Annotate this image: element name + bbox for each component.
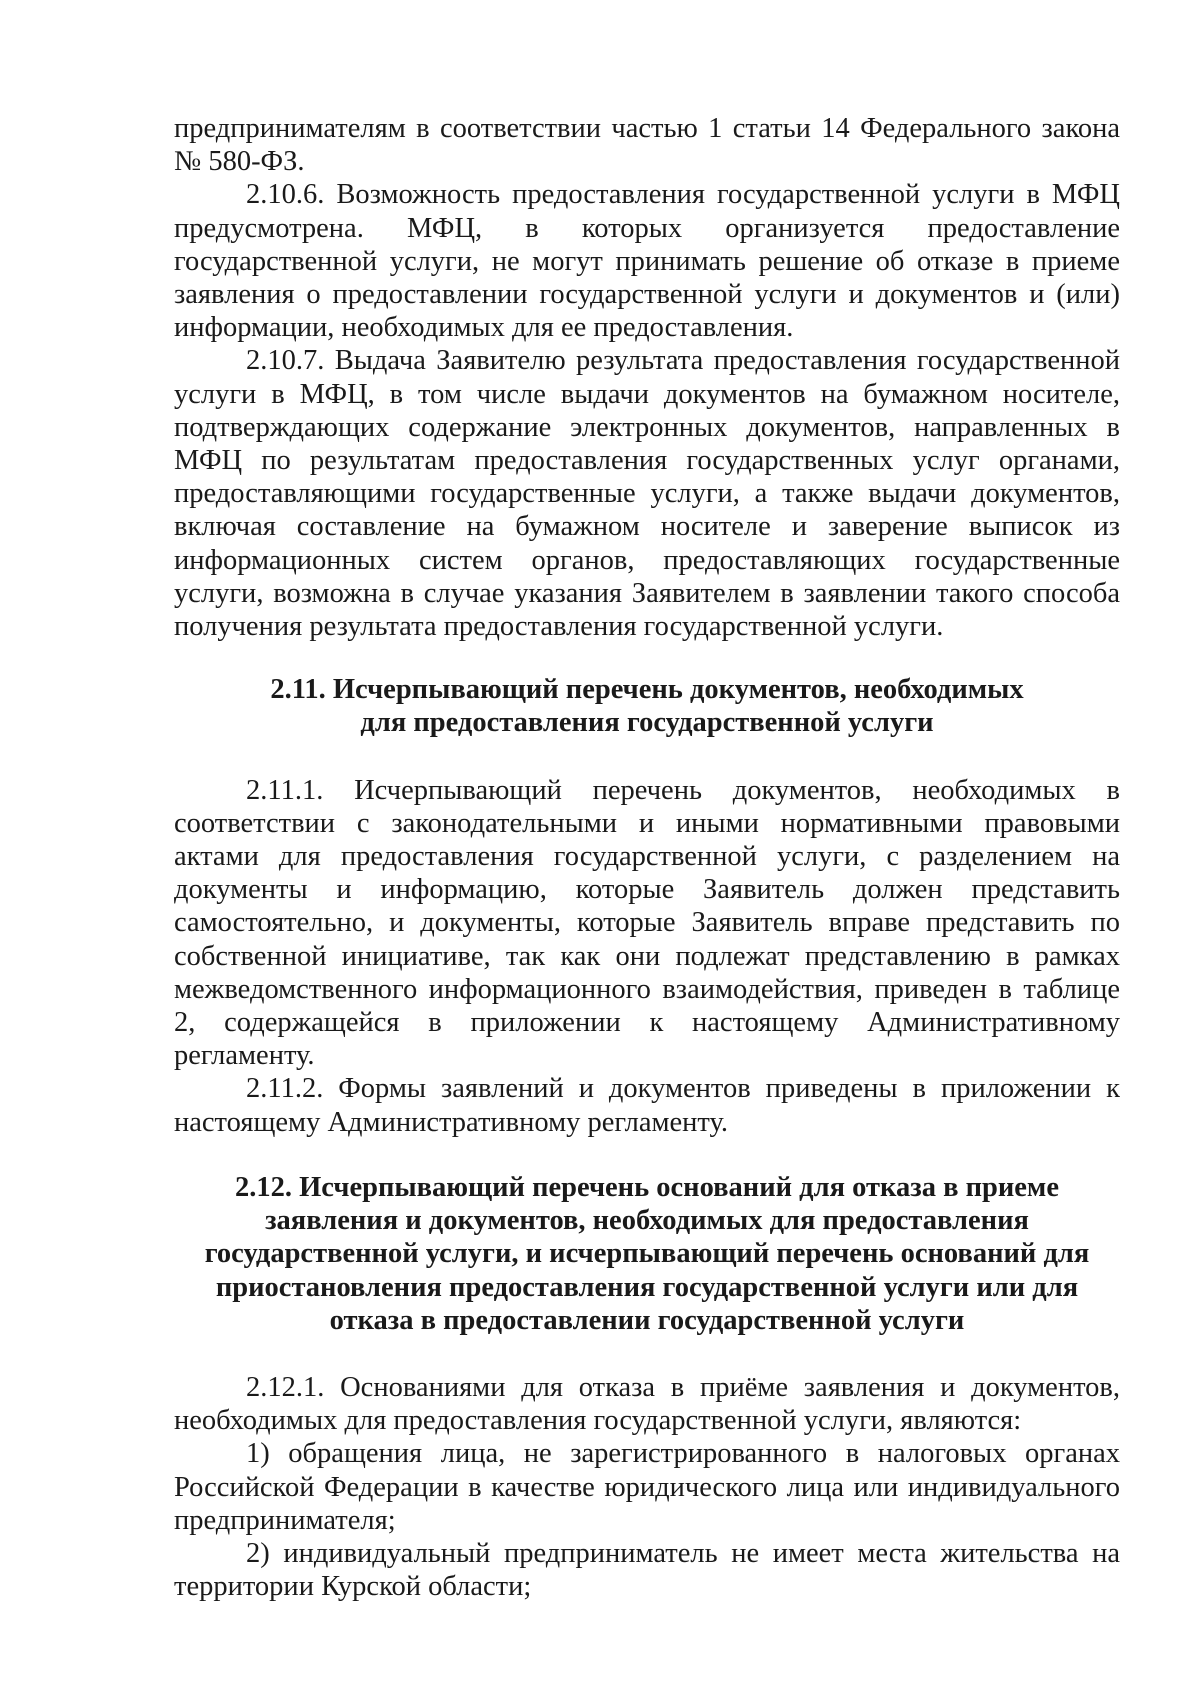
heading-line: приостановления предоставления государственной услуги или для <box>215 1271 1079 1303</box>
paragraph-2-10-6: 2.10.6. Возможность предоставления государственной услуги в МФЦ предусмотрена. МФЦ, в которых организуется предоставление государственной услуги, не могут принимать решение об отказе в приеме заявления о предоставлении государственной услуги и документов и (или) информации, необходимых для ее предоставления. <box>174 179 1120 344</box>
paragraph-2-11-1: 2.11.1. Исчерпывающий перечень документов, необходимых в соответствии с законодательными и иными нормативными правовыми актами для предоставления государственной услуги, с разделением на документы и информацию, которые Заявитель должен представить самостоятельно, и документы, которые Заявитель вправе представить по собственной инициативе, так как они подлежат представлению в рамках межведомственного информационного взаимодействия, приведен в таблице 2, содержащейся в приложении к настоящему Административному регламенту. <box>174 774 1120 1072</box>
heading-line: отказа в предоставлении государственной услуги <box>329 1304 965 1336</box>
heading-line: для предоставления государственной услуги <box>360 707 934 739</box>
paragraph-continuation: предпринимателям в соответствии частью 1 статьи 14 Федерального закона № 580-ФЗ. <box>174 113 1120 178</box>
paragraph-2-10-7: 2.10.7. Выдача Заявителю результата предоставления государственной услуги в МФЦ, в том числе выдачи документов на бумажном носителе, подтверждающих содержание электронных документов, направленных в МФЦ по результатам предоставления государственных услуг органами, предоставляющими государственные услуги, а также выдачи документов, включая составление на бумажном носителе и заверение выписок из информационных систем органов, предоставляющих государственные услуги, возможна в случае указания Заявителем в заявлении такого способа получения результата предоставления государственной услуги. <box>174 345 1120 643</box>
list-item-2: 2) индивидуальный предприниматель не имеет места жительства на территории Курской области; <box>174 1537 1120 1603</box>
paragraph-2-11-2: 2.11.2. Формы заявлений и документов приведены в приложении к настоящему Административному регламенту. <box>174 1073 1120 1138</box>
section-heading-2-11 <box>174 673 1120 739</box>
heading-line: 2.12. Исчерпывающий перечень оснований для отказа в приеме <box>235 1171 1059 1203</box>
section-heading-2-12 <box>174 1171 1120 1337</box>
heading-line: 2.11. Исчерпывающий перечень документов, необходимых <box>270 674 1024 706</box>
list-item-1: 1) обращения лица, не зарегистрированного в налоговых органах Российской Федерации в качестве юридического лица или индивидуального предпринимателя; <box>174 1438 1120 1536</box>
heading-line: заявления и документов, необходимых для предоставления <box>265 1205 1029 1237</box>
paragraph-2-12-1: 2.12.1. Основаниями для отказа в приёме заявления и документов, необходимых для предоставления государственной услуги, являются: <box>174 1371 1120 1437</box>
heading-line: государственной услуги, и исчерпывающий перечень оснований для <box>204 1238 1090 1270</box>
document-page <box>174 112 1120 1603</box>
